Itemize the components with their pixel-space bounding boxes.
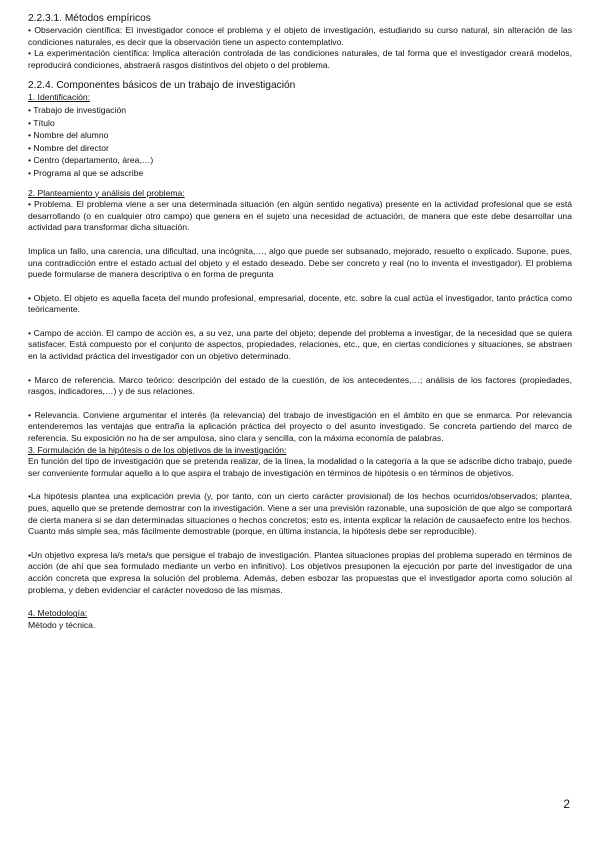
paragraph-campo: • Campo de acción. El campo de acción es, a su vez, una parte del objeto; depende del problema a investigar, de la necesidad que se quiera satisfacer. Está compuesto por el conjunto de aspectos, propiedades, relaciones, etc., que, en ciertas condiciones y situaciones, se abstraen en la actividad práctica del investigador con un objetivo determinado.	[28, 327, 572, 362]
paragraph-metodo: Método y técnica.	[28, 619, 96, 630]
paragraph-funcion: En función del tipo de investigación que se pretenda realizar, de la línea, la modalidad o la categoría a la que se adscribe dicho trabajo, puede ser conveniente formular aquello a lo que aspira el trabajo de investigación en términos de hipótesis o en términos de objetivos.	[28, 456, 572, 478]
subheading-formulacion: 3. Formulación de la hipótesis o de los objetivos de la investigación:	[28, 444, 287, 455]
paragraph-objetivo: •Un objetivo expresa la/s meta/s que persigue el trabajo de investigación. Plantea situaciones propias del problema superado en términos de acción (de ahí que sea formulado mediante un verbo en infinitivo). Los objetivos presuponen la ejecución por parte del investigador de una acción concreta que expresa la solución del problema. Además, deben esbozar las propuestas que el investigador aporta como solución al problema, y deben evidenciar el carácter novedoso de las mismas.	[28, 549, 572, 595]
section-heading-componentes: 2.2.4. Componentes básicos de un trabajo de investigación	[28, 80, 296, 92]
paragraph-observacion: • Observación científica: El investigador conoce el problema y el objeto de investigación, estudiando su curso natural, sin alteración de las condiciones naturales, es decir que la observación tiene un aspecto contemplativo.	[28, 25, 572, 47]
document-page	[28, 12, 572, 631]
list-item: • Nombre del director	[28, 142, 109, 153]
paragraph-relevancia: • Relevancia. Conviene argumentar el interés (la relevancia) del trabajo de investigación en el ámbito en que se enmarca. Por relevancia entenderemos las ventajas que entraña la aplicación práctica del proyecto o del asunto investigado. Se concreta partiendo del marco de referencia. Su exposición no ha de ser ampulosa, sino clara y sencilla, con la máxima economía de palabras.	[28, 409, 572, 444]
subheading-metodologia: 4. Metodología:	[28, 608, 88, 619]
list-item: • Trabajo de investigación	[28, 104, 127, 115]
list-item: • Centro (departamento, área,…)	[28, 155, 154, 166]
list-item: • Título	[28, 117, 55, 128]
section-heading-metodos-empiricos: 2.2.3.1. Métodos empíricos	[28, 13, 151, 24]
paragraph-problema: • Problema. El problema viene a ser una determinada situación (en algún sentido negativa) presente en la actividad profesional que se está desarrollando (o en cualquier otro campo) que genera en el sujeto una necesidad de actuación, de manera que este debe desarrollar una actividad para transformar dicha situación.	[28, 199, 572, 233]
paragraph-hipotesis: •La hipótesis plantea una explicación previa (y, por tanto, con un cierto carácter provisional) de los hechos ocurridos/observados; plantea, pues, aquello que se pretende demostrar con la investigación. Viene a ser una previsión razonable, una suposición de que algo se comportará de cierta manera si se dan determinadas situaciones o hechos concretos; esto es, intenta explicar la relación de causaefecto entre los hechos. Cuanto más simple sea, más fácilmente demostrable (porque, en última instancia, la hipótesis debe ser reproducible).	[28, 491, 572, 537]
page-number: 2	[563, 797, 570, 811]
subheading-identificacion: 1. Identificación:	[28, 92, 91, 103]
paragraph-implica: Implica un fallo, una carencia, una dificultad, una incógnita,…, algo que puede ser subsanado, mejorado, resuelto o explicado. Supone, pues, una contradicción entre el estado actual del objeto y el estado deseado. Debe ser concreto y real (no lo inventa el investigador). El problema puede formularse de manera descriptiva o en forma de pregunta	[28, 245, 572, 280]
paragraph-marco: • Marco de referencia. Marco teórico: descripción del estado de la cuestión, de los antecedentes,…; análisis de los factores (propiedades, rasgos, indicadores,…) y de sus relaciones.	[28, 374, 572, 397]
paragraph-objeto: • Objeto. El objeto es aquella faceta del mundo profesional, empresarial, docente, etc. sobre la cual actúa el investigador, tanto práctica como teóricamente.	[28, 292, 572, 315]
list-item: • Programa al que se adscribe	[28, 167, 144, 178]
identificacion-list	[28, 104, 572, 180]
paragraph-experimentacion: • La experimentación científica: Implica alteración controlada de las condiciones naturales, de tal forma que el investigador creará modelos, reproducirá condiciones, abstraerá rasgos distintivos del objeto o del problema.	[28, 48, 572, 70]
list-item: • Nombre del alumno	[28, 130, 109, 141]
subheading-planteamiento: 2. Planteamiento y análisis del problema:	[28, 187, 185, 198]
